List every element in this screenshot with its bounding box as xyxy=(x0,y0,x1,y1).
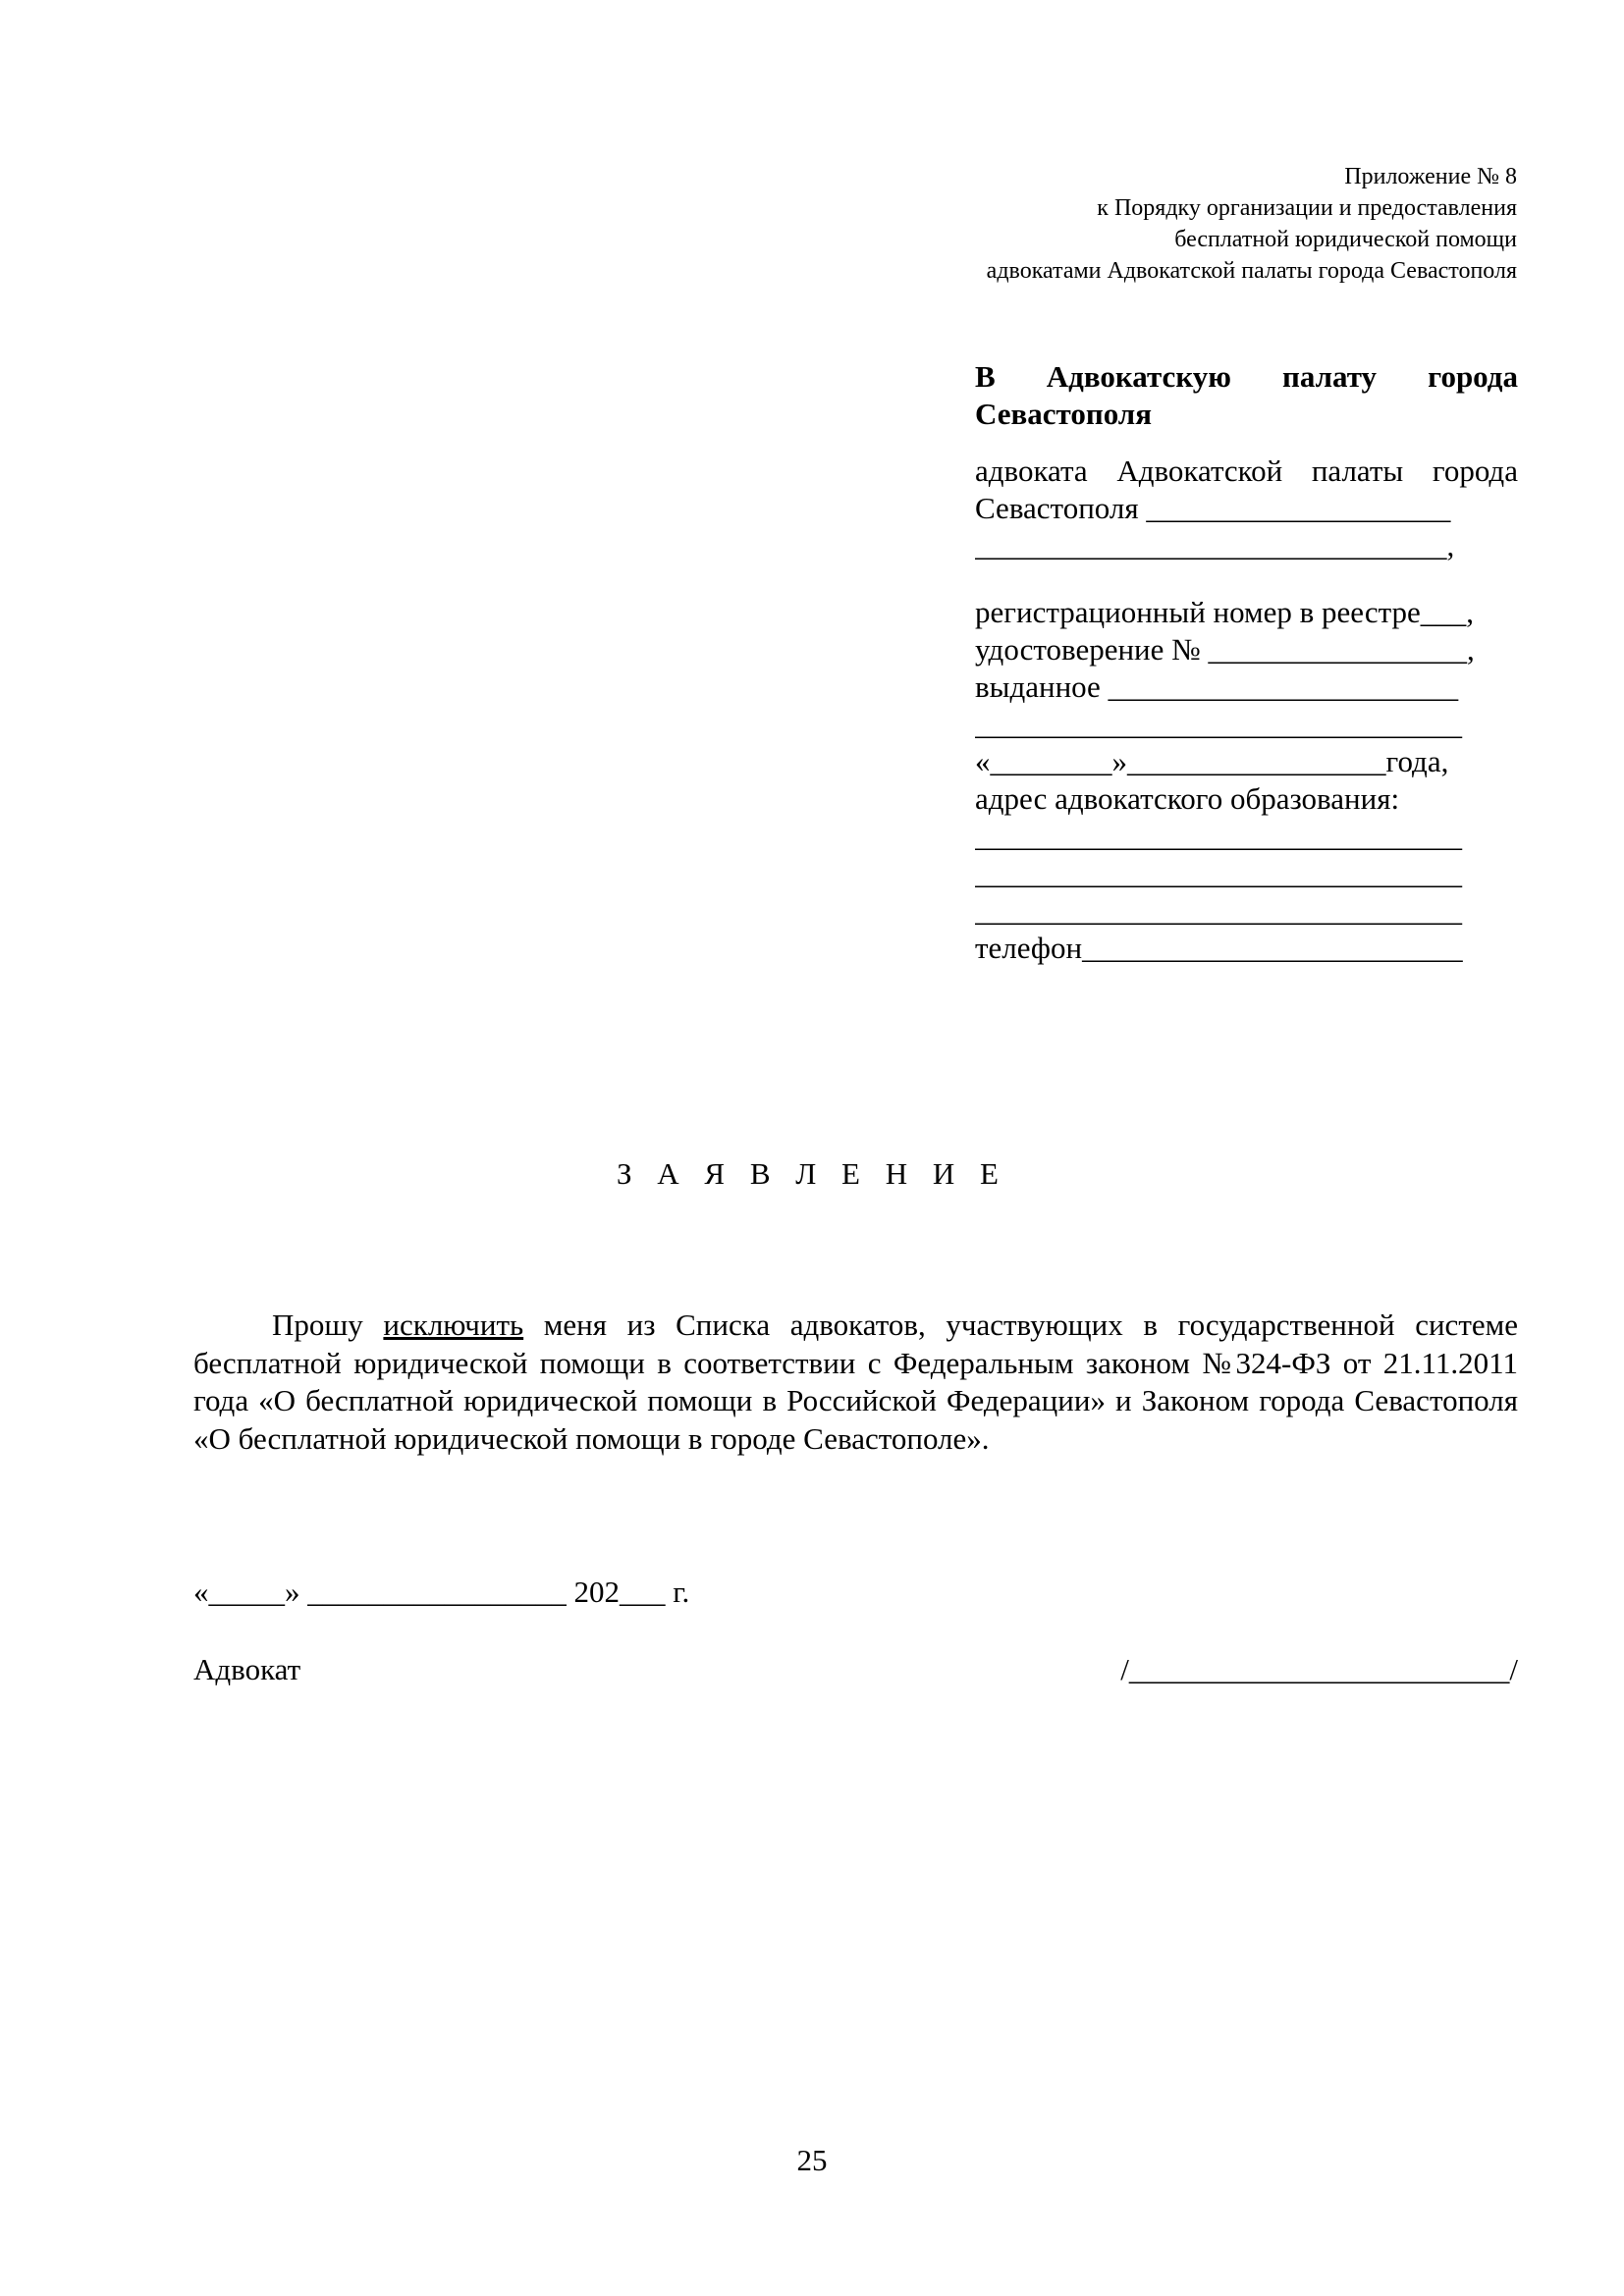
sender-name-field-continued[interactable]: _______________________________, xyxy=(975,528,1455,562)
office-address-field-2[interactable]: ________________________________ xyxy=(975,856,1462,890)
page-number: 25 xyxy=(796,2143,828,2177)
sender-name-field[interactable]: Севастополя ____________________ xyxy=(975,491,1451,525)
signature-field[interactable]: /_________________________/ xyxy=(1120,1652,1518,1686)
recipient-word: города xyxy=(1428,359,1518,394)
appendix-reference-line-1: к Порядку организации и предоставления xyxy=(1097,195,1517,221)
recipient-word: В xyxy=(975,359,996,394)
signature-label: Адвокат xyxy=(193,1652,301,1686)
registry-number-field[interactable]: регистрационный номер в реестре___, xyxy=(975,595,1475,629)
statement-rest: меня из Списка адвокатов, участвующих в государственной системе бесплатной юридической помощи в соответствии с Федеральным законом №324-ФЗ от 21.11.2011 года «О бесплатной юридической помощи в Российской Федерации» и Законом города Севастополя «О бесплатной юридической помощи в городе Севастополе». xyxy=(193,1308,1519,1456)
office-address-field-3[interactable]: ________________________________ xyxy=(975,893,1462,928)
recipient-word: Адвокатскую xyxy=(1046,359,1231,394)
office-address-label: адрес адвокатского образования: xyxy=(975,781,1400,816)
document-title: З А Я В Л Е Н И Е xyxy=(617,1156,1007,1191)
issued-by-field[interactable]: выданное _______________________ xyxy=(975,669,1459,704)
certificate-number-field[interactable]: удостоверение № _________________, xyxy=(975,632,1475,667)
appendix-reference-line-3: адвокатами Адвокатской палаты города Севастополя xyxy=(986,258,1517,284)
signature-row xyxy=(193,1652,1518,1687)
recipient xyxy=(975,358,1518,433)
sender-word: палаты xyxy=(1311,454,1404,488)
appendix-header xyxy=(731,161,1517,287)
recipient-line-2: Севастополя xyxy=(975,397,1152,431)
lawyer-details xyxy=(975,594,1518,967)
addressee-block xyxy=(975,358,1518,967)
phone-field[interactable]: телефон_________________________ xyxy=(975,931,1463,965)
sender-word: адвоката xyxy=(975,454,1088,488)
appendix-reference-line-2: бесплатной юридической помощи xyxy=(1174,227,1517,252)
issued-date-field[interactable]: «________»_________________года, xyxy=(975,744,1449,778)
office-address-field-1[interactable]: ________________________________ xyxy=(975,819,1462,853)
sender-word: Адвокатской xyxy=(1116,454,1283,488)
appendix-number: Приложение № 8 xyxy=(1344,164,1517,189)
statement-paragraph xyxy=(193,1307,1518,1458)
sender-word: города xyxy=(1432,454,1518,488)
sender xyxy=(975,453,1518,564)
recipient-line-1 xyxy=(975,358,1518,396)
issued-by-field-continued[interactable]: ________________________________ xyxy=(975,707,1462,741)
statement-underlined-word: исключить xyxy=(383,1308,524,1342)
recipient-word: палату xyxy=(1282,359,1378,394)
sender-line-1 xyxy=(975,453,1518,490)
date-field[interactable]: «_____» _________________ 202___ г. xyxy=(193,1575,690,1609)
statement-start: Прошу xyxy=(272,1308,384,1342)
